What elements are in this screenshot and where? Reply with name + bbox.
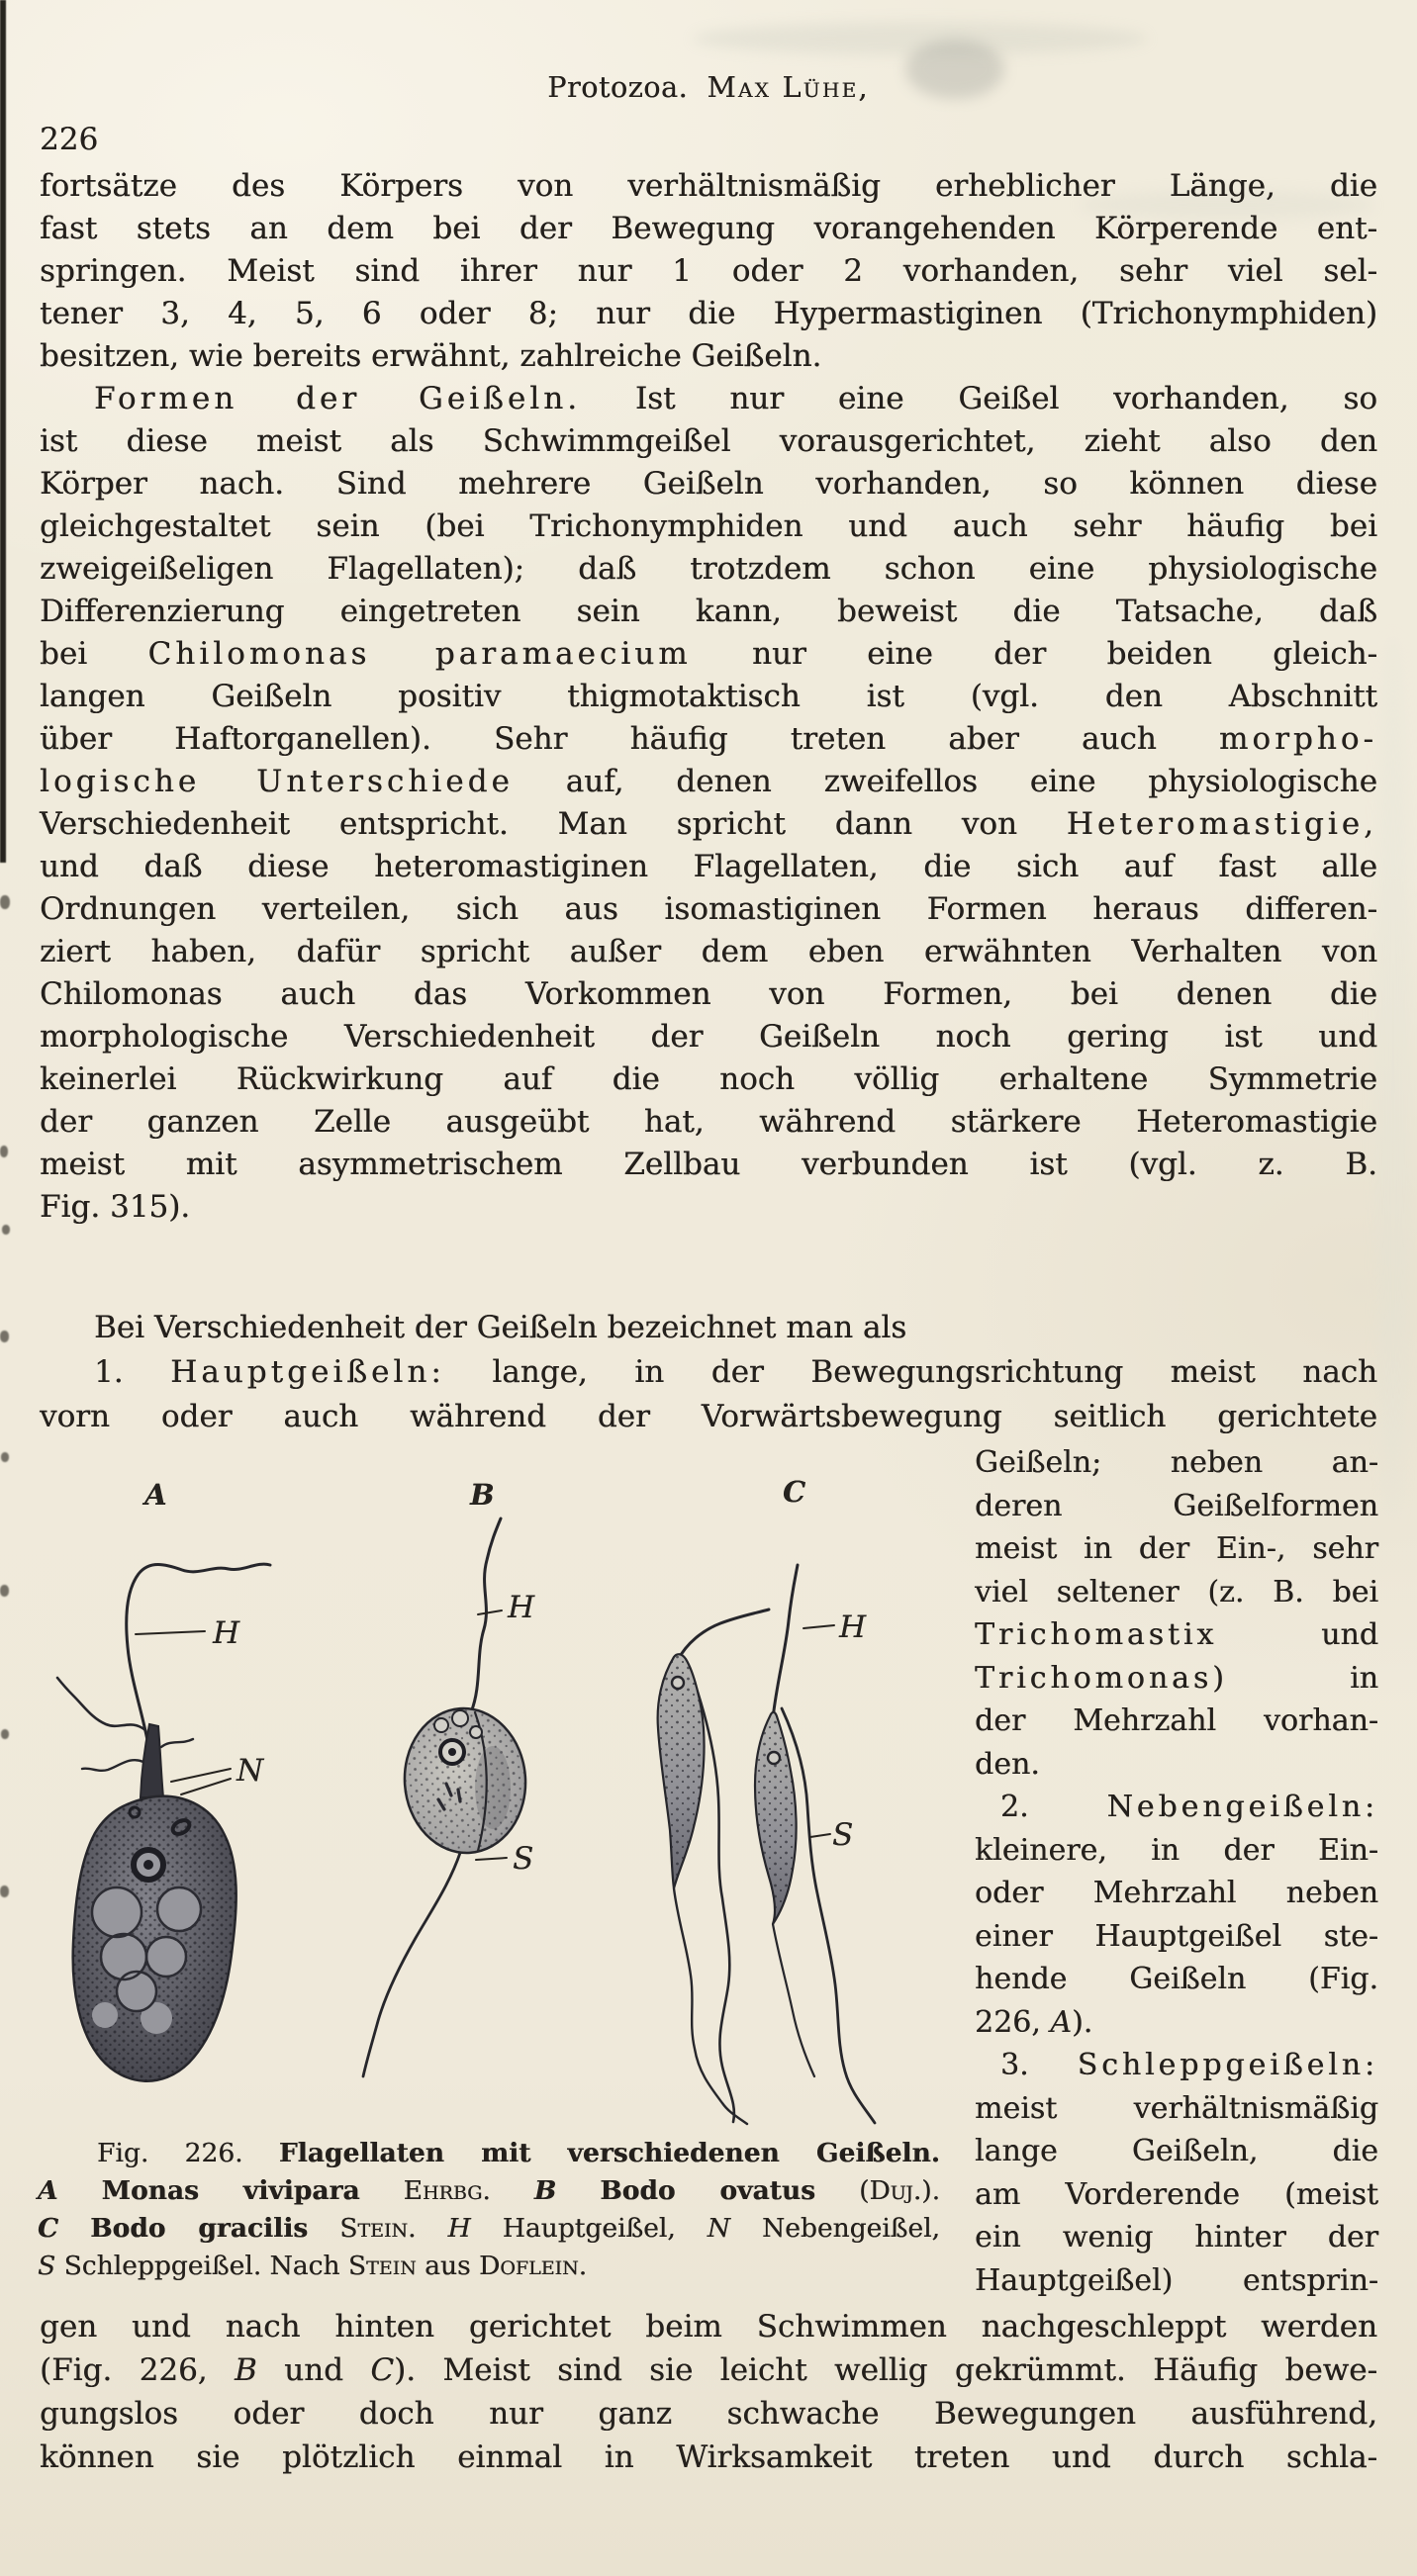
text-line: gen und nach hinten gerichtet beim Schwimmen nachgeschleppt werden — [40, 2309, 1377, 2345]
scan-artifact — [0, 1585, 9, 1597]
tail-filament-c-right — [773, 1924, 814, 2076]
main-flagellum-c-right — [773, 1565, 798, 1718]
part-label-n-a: N — [236, 1753, 264, 1789]
panel-label-c: C — [783, 1475, 806, 1509]
text-line: meist verhältnismäßig — [975, 2090, 1378, 2126]
text-line: A Monas vivipara Ehrbg. B Bodo ovatus (Duj.). — [38, 2175, 940, 2206]
body-text-bottom — [40, 2305, 1377, 2479]
text-line: kleinere, in der Ein- — [975, 1832, 1378, 1868]
text-line: vorn oder auch während der Vorwärtsbewegung seitlich gerichtete — [40, 1399, 1377, 1434]
text-line: Hauptgeißel) entsprin- — [975, 2262, 1378, 2298]
part-label-s-c: S — [832, 1817, 854, 1853]
text-line: der Mehrzahl vorhan- — [975, 1703, 1378, 1738]
body-text-list — [40, 1306, 1377, 1439]
part-label-h-b: H — [508, 1590, 535, 1625]
running-header — [0, 71, 1417, 104]
text-line: Fig. 226. Flagellaten mit verschiedenen Geißeln. — [97, 2138, 940, 2168]
accessory-flagellum-a3 — [161, 1739, 193, 1747]
scan-gutter-edge — [0, 0, 6, 863]
text-line: Geißeln; neben an- — [975, 1445, 1378, 1480]
bleed-through — [1375, 633, 1411, 1523]
text-line: über Haftorganellen). Sehr häufig treten aber auch morpho- — [40, 721, 1377, 757]
text-line: einer Hauptgeißel ste- — [975, 1918, 1378, 1954]
figure-226-illustration — [33, 1469, 948, 2142]
text-line: S Schleppgeißel. Nach Stein aus Doflein. — [38, 2251, 588, 2281]
scan-artifact — [0, 1146, 8, 1157]
scan-artifact — [0, 1331, 9, 1342]
scan-artifact — [0, 1886, 9, 1897]
right-column-text — [975, 1441, 1378, 2302]
text-line: Körper nach. Sind mehrere Geißeln vorhanden, so können diese — [40, 466, 1377, 502]
text-line: tener 3, 4, 5, 6 oder 8; nur die Hypermastiginen (Trichonymphiden) — [40, 296, 1377, 331]
text-line: viel seltener (z. B. bei — [975, 1574, 1378, 1610]
text-line: 1. Hauptgeißeln: lange, in der Bewegungsrichtung meist nach — [94, 1354, 1378, 1390]
text-line: der ganzen Zelle ausgeübt hat, während stärkere Heteromastigie — [40, 1104, 1377, 1140]
running-header-author: Max Lühe, — [707, 71, 870, 104]
scan-artifact — [0, 895, 10, 909]
text-line: den. — [975, 1746, 1040, 1782]
text-line: logische Unterschiede auf, denen zweifellos eine physiologische — [40, 764, 1377, 799]
part-label-h-a: H — [213, 1615, 240, 1651]
trailing-flagellum-b — [363, 1853, 460, 2076]
accessory-flagellum-a2 — [82, 1760, 143, 1771]
main-flagellum-c-left — [678, 1610, 769, 1660]
part-label-h-c: H — [839, 1610, 867, 1645]
text-line: Chilomonas auch das Vorkommen von Formen, bei denen die — [40, 976, 1377, 1012]
organism-b-bodo-ovatus — [363, 1518, 530, 2076]
text-line: (Fig. 226, B und C). Meist sind sie leicht wellig gekrümmt. Häufig bewe- — [40, 2352, 1378, 2388]
text-line: ist diese meist als Schwimmgeißel vorausgerichtet, zieht also den — [40, 423, 1377, 459]
running-header-title: Protozoa. — [547, 71, 689, 104]
text-line: gleichgestaltet sein (bei Trichonymphiden und auch sehr häufig bei — [40, 508, 1377, 544]
text-line: lange Geißeln, die — [975, 2134, 1378, 2168]
text-line: bei Chilomonas paramaecium nur eine der beiden gleich- — [40, 636, 1377, 672]
text-line: C Bodo gracilis Stein. H Hauptgeißel, N Nebengeißel, — [38, 2213, 940, 2244]
text-line: meist in der Ein-, sehr — [975, 1531, 1378, 1566]
scan-artifact — [1, 1729, 9, 1739]
text-line: morphologische Verschiedenheit der Geißeln noch gering ist und — [40, 1019, 1377, 1055]
text-line: 226, A). — [975, 2004, 1093, 2040]
text-line: Formen der Geißeln. Ist nur eine Geißel vorhanden, so — [94, 381, 1377, 416]
text-line: langen Geißeln positiv thigmotaktisch ist (vgl. den Abschnitt — [40, 679, 1377, 714]
panel-label-b: B — [470, 1478, 495, 1512]
text-line: besitzen, wie bereits erwähnt, zahlreiche Geißeln. — [40, 338, 822, 374]
cell-body-a-stipple — [73, 1796, 236, 2081]
text-line: 2. Nebengeißeln: — [1000, 1790, 1378, 1824]
text-line: Bei Verschiedenheit der Geißeln bezeichnet man als — [94, 1310, 907, 1345]
text-line: fortsätze des Körpers von verhältnismäßig erheblicher Länge, die — [40, 168, 1377, 204]
scan-artifact — [2, 1225, 10, 1235]
text-line: gungslos oder doch nur ganz schwache Bewegungen ausführend, — [40, 2396, 1377, 2432]
tail-filament-c-left — [674, 1888, 747, 2124]
text-line: springen. Meist sind ihrer nur 1 oder 2 vorhanden, sehr viel sel- — [40, 253, 1377, 289]
text-line: 3. Schleppgeißeln: — [1000, 2048, 1378, 2082]
text-line: fast stets an dem bei der Bewegung vorangehenden Körperende ent- — [40, 211, 1377, 246]
main-flagellum-b — [471, 1518, 501, 1712]
scan-artifact — [1, 1452, 9, 1462]
text-line: Ordnungen verteilen, sich aus isomastiginen Formen heraus differen- — [40, 891, 1377, 927]
text-line: zweigeißeligen Flagellaten); daß trotzdem schon eine physiologische — [40, 551, 1377, 587]
panel-label-a: A — [144, 1478, 167, 1512]
vacuole-c-left — [672, 1677, 684, 1689]
cell-neck-a — [141, 1724, 163, 1797]
text-line: am Vorderende (meist — [975, 2176, 1378, 2212]
text-line: und daß diese heteromastiginen Flagellaten, die sich auf fast alle — [40, 849, 1377, 884]
text-line: meist mit asymmetrischem Zellbau verbunden ist (vgl. z. B. — [40, 1147, 1377, 1182]
text-line: ziert haben, dafür spricht außer dem eben erwähnten Verhalten von — [40, 934, 1377, 969]
text-line: ein wenig hinter der — [975, 2220, 1378, 2254]
accessory-flagellum-a1 — [57, 1678, 145, 1730]
page-number: 226 — [40, 122, 99, 157]
figure-caption — [38, 2135, 940, 2285]
text-line: Trichomastix und — [975, 1617, 1378, 1652]
text-line: Verschiedenheit entspricht. Man spricht dann von Heteromastigie, — [40, 806, 1377, 842]
text-line: können sie plötzlich einmal in Wirksamkeit treten und durch schla- — [40, 2439, 1377, 2475]
vacuole-c-right — [768, 1752, 780, 1764]
part-label-s-b: S — [513, 1841, 534, 1877]
text-line: Trichomonas) in — [975, 1660, 1378, 1696]
text-line: oder Mehrzahl neben — [975, 1876, 1378, 1910]
trailing-flagellum-c-right — [782, 1708, 875, 2123]
text-line: Differenzierung eingetreten sein kann, beweist die Tatsache, daß — [40, 594, 1377, 629]
text-line: Fig. 315). — [40, 1189, 191, 1225]
text-line: keinerlei Rückwirkung auf die noch völlig erhaltene Symmetrie — [40, 1061, 1377, 1097]
text-line: deren Geißelformen — [975, 1488, 1378, 1523]
text-line: hende Geißeln (Fig. — [975, 1962, 1378, 1996]
body-text-top — [40, 165, 1377, 1229]
